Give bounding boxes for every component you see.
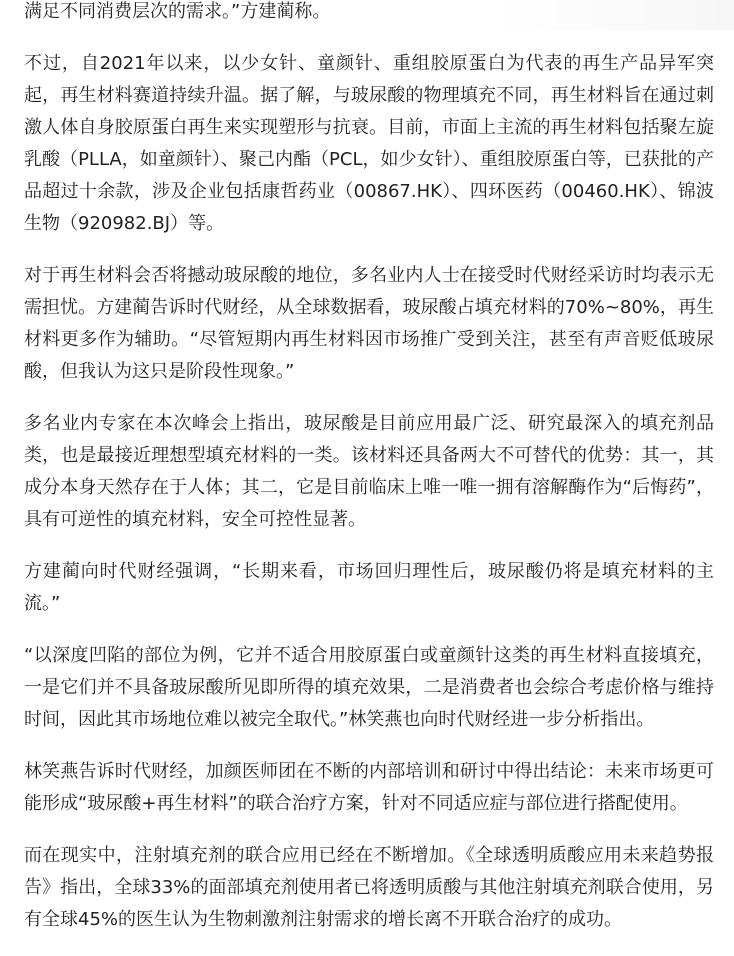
- paragraph: “以深度凹陷的部位为例，它并不适合用胶原蛋白或童颜针这类的再生材料直接填充，一是它们并不具备玻尿酸所见即所得的填充效果，二是消费者也会综合考虑价格与维持时间，因此其市场地位难以被完全取代。”林笑燕也向时代财经进一步分析指出。: [24, 645, 714, 730]
- paragraph: 对于再生材料会否将撼动玻尿酸的地位，多名业内人士在接受时代财经采访时均表示无需担忧。方建蔺告诉时代财经，从全球数据看，玻尿酸占填充材料的70%~80%，再生材料更多作为辅助。“尽管短期内再生材料因市场推广受到关注，甚至有声音贬低玻尿酸，但我认为这只是阶段性现象。”: [24, 265, 714, 382]
- paragraph: 不过，自2021年以来，以少女针、童颜针、重组胶原蛋白为代表的再生产品异军突起，再生材料赛道持续升温。据了解，与玻尿酸的物理填充不同，再生材料旨在通过刺激人体自身胶原蛋白再生来实现塑形与抗衰。目前，市面上主流的再生材料包括聚左旋乳酸（PLLA，如童颜针）、聚己内酯（PCL，如少女针）、重组胶原蛋白等，已获批的产品超过十余款，涉及企业包括康哲药业（00867.HK）、四环医药（00460.HK）、锦波生物（920982.BJ）等。: [24, 53, 714, 234]
- paragraph: 多名业内专家在本次峰会上指出，玻尿酸是目前应用最广泛、研究最深入的填充剂品类，也是最接近理想型填充材料的一类。该材料还具备两大不可替代的优势：其一，其成分本身天然存在于人体；其二，它是目前临床上唯一唯一拥有溶解酶作为“后悔药”，具有可逆性的填充材料，安全可控性显著。: [24, 413, 714, 530]
- paragraph: 而在现实中，注射填充剂的联合应用已经在不断增加。《全球透明质酸应用未来趋势报告》指出，全球33%的面部填充剂使用者已将透明质酸与其他注射填充剂联合使用，另有全球45%的医生认为生物刺激剂注射需求的增长离不开联合治疗的成功。: [24, 845, 714, 930]
- paragraph: 林笑燕告诉时代财经，加颜医师团在不断的内部培训和研讨中得出结论：未来市场更可能形成“玻尿酸+再生材料”的联合治疗方案，针对不同适应症与部位进行搭配使用。: [24, 761, 714, 814]
- paragraph: 方建蔺向时代财经强调，“长期来看，市场回归理性后，玻尿酸仍将是填充材料的主流。”: [24, 561, 714, 614]
- paragraph: 满足不同消费层次的需求。”方建蔺称。: [24, 1, 331, 22]
- article-body: [24, 0, 714, 956]
